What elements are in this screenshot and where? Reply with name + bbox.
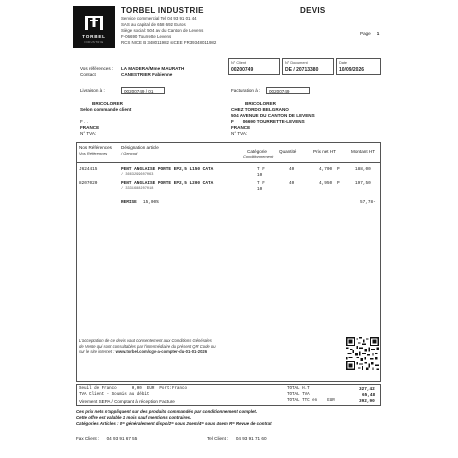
table-row <box>77 167 380 181</box>
date-value: 10/09/2026 <box>339 67 365 74</box>
item-gencod: / 3663299607063 <box>121 173 154 177</box>
page-label: Page <box>360 31 371 36</box>
col-amount: Montant HT <box>351 149 375 154</box>
col-our-references: Nos Références <box>79 145 112 150</box>
tel-client <box>207 436 267 442</box>
items-table-header <box>76 142 381 162</box>
billing-name: BRICOLORER <box>245 101 276 106</box>
tva-client: TVA Client - Soumis au débit <box>79 393 150 397</box>
item-category: T F <box>257 181 265 186</box>
note-line: Cette offre est valable 1 mois sauf mentions contraires. <box>76 415 192 421</box>
acceptance-line: L'acceptation de ce devis vaut consentement aux Conditions Générales <box>79 338 212 343</box>
contact-label: Contact <box>80 72 96 77</box>
col-category: Catégorie <box>247 149 267 154</box>
item-description: PENT ANGLAISE PORTE EP2,5 L200 CATA <box>121 181 214 186</box>
item-price: 4,950 <box>319 181 333 186</box>
billing-country: FRANCE <box>231 125 251 130</box>
item-quantity: 40 <box>289 181 295 186</box>
remise-row <box>77 200 380 208</box>
delivery-line2: Selon commande client <box>80 107 132 112</box>
tel-value: 04 93 91 71 60 <box>235 436 267 441</box>
payment-terms: Virement SEPA / Comptant à réception Facture <box>79 399 175 404</box>
cgv-link[interactable]: www.torbel.com/cgv-a-compter-du-01-01-2026 <box>115 349 208 355</box>
item-ref: 8207020 <box>79 181 98 186</box>
client-number-label: N° Client <box>231 60 247 65</box>
billing-code: 00200749 <box>266 87 310 94</box>
document-number-value: DE / 20713380 <box>285 67 319 74</box>
page-number: 1 <box>376 31 380 36</box>
fax-label: Fax Client : <box>76 436 100 441</box>
remise-label: REMISE <box>121 200 137 205</box>
company-line: F-06690 Tourrette Levens <box>121 33 172 39</box>
document-number-label: N° Document <box>285 60 308 65</box>
note-line: Catégories Articles : 0= généralement dispo/2= sous 2sem/4= sous 4sem R= Revue de contrat <box>76 421 272 427</box>
date-box <box>336 58 381 75</box>
item-unit: P <box>337 167 340 172</box>
total-ttc-value: 392,90 <box>359 399 375 404</box>
billing-tva: N° TVA: <box>231 131 248 136</box>
table-row <box>77 181 380 195</box>
company-line: RCS NICE B 348011982 sICEE FR39348011982 <box>121 39 217 45</box>
date-label: Date <box>339 60 348 65</box>
total-tva-value: 65,48 <box>362 393 376 398</box>
item-unit: P <box>337 181 340 186</box>
billing-label: Facturation à : <box>231 88 261 93</box>
item-quantity: 40 <box>289 167 295 172</box>
contact-value: CANESTRIER Fabienne <box>121 72 173 77</box>
totals-box <box>76 384 381 406</box>
delivery-country: FRANCE <box>80 125 100 130</box>
billing-line4: F 06690 TOURRETTE-LEVENS <box>231 119 305 124</box>
item-packaging: 10 <box>257 187 263 192</box>
item-ref: J624415 <box>79 167 98 172</box>
item-description: PENT ANGLAISE PORTE EP2,5 L150 CATA <box>121 167 214 172</box>
document-number-box <box>282 58 334 75</box>
acceptance-line: de Vente qui sont consultables par l'intermédiaire du présent QR Code ou <box>79 343 216 349</box>
terms-notes <box>76 409 272 427</box>
delivery-code: 00200749 / 01 <box>121 87 165 94</box>
billing-line2: CHEZ TORDO BELGRANO <box>231 107 289 112</box>
col-quantity: Quantité <box>279 149 297 154</box>
company-line: SAS au capital de 658 692 Euros <box>121 22 186 28</box>
fax-client <box>76 436 137 442</box>
fax-value: 04 93 91 67 55 <box>106 436 138 441</box>
document-title: DEVIS <box>300 6 326 15</box>
item-total: 188,00 <box>355 167 371 172</box>
total-ht-value: 327,42 <box>359 387 375 392</box>
delivery-name: BRICOLORER <box>92 101 123 106</box>
company-name: TORBEL INDUSTRIE <box>121 6 204 15</box>
delivery-label: Livraison à : <box>80 88 105 93</box>
item-category: T F <box>257 167 265 172</box>
col-gencod: / Gencod <box>121 151 138 156</box>
col-net-price: Prix net HT <box>313 149 336 154</box>
col-description: Désignation article <box>121 145 159 150</box>
item-packaging: 10 <box>257 173 263 178</box>
billing-line3: 504 AVENUE DU CANTON DE LEVENS <box>231 113 315 118</box>
col-your-references: Vos Références <box>79 151 108 156</box>
company-info <box>121 6 216 45</box>
tel-label: Tel Client : <box>207 436 229 441</box>
company-line: Siège social: 504 av du Canton de Levens <box>121 27 204 33</box>
company-line: Service commercial Tel 04 93 91 01 44 <box>121 16 197 22</box>
note-line: Ces prix nets n'appliquent sur des produits commandés par conditionnement complet. <box>76 409 258 414</box>
total-ttc-label: TOTAL TTC en EUR <box>287 399 335 403</box>
page-indicator <box>360 31 379 37</box>
delivery-line3: F . . <box>80 119 88 124</box>
item-gencod: / 3331688207018 <box>121 187 154 191</box>
logo-sub: INDUSTRIE <box>84 40 104 44</box>
qr-code-icon[interactable] <box>346 337 379 370</box>
remise-percent: 15,00% <box>143 200 159 205</box>
client-number-box <box>228 58 280 75</box>
acceptance-line: sur le site internet : <box>79 349 115 355</box>
item-price: 4,700 <box>319 167 333 172</box>
total-ht-label: TOTAL H.T <box>287 387 310 391</box>
client-number-value: 00200749 <box>231 67 254 74</box>
acceptance-text <box>79 338 279 355</box>
total-tva-label: TOTAL TVA <box>287 393 310 397</box>
remise-amount: 57,78- <box>360 200 376 205</box>
torbel-logo-icon <box>84 15 104 31</box>
your-references-value: LA MADERA/Mme MAURATH <box>121 66 185 71</box>
your-references-label: Vos références : <box>80 66 114 71</box>
item-total: 197,50 <box>355 181 371 186</box>
company-logo <box>73 6 115 48</box>
delivery-tva: N° TVA: <box>80 131 97 136</box>
logo-brand: TORBEL <box>82 34 106 40</box>
col-packaging: Conditionnement <box>243 154 274 159</box>
franco-threshold: Seuil de Franco 0,00 EUR Port:Franco <box>79 387 188 391</box>
items-table-body <box>76 162 381 382</box>
